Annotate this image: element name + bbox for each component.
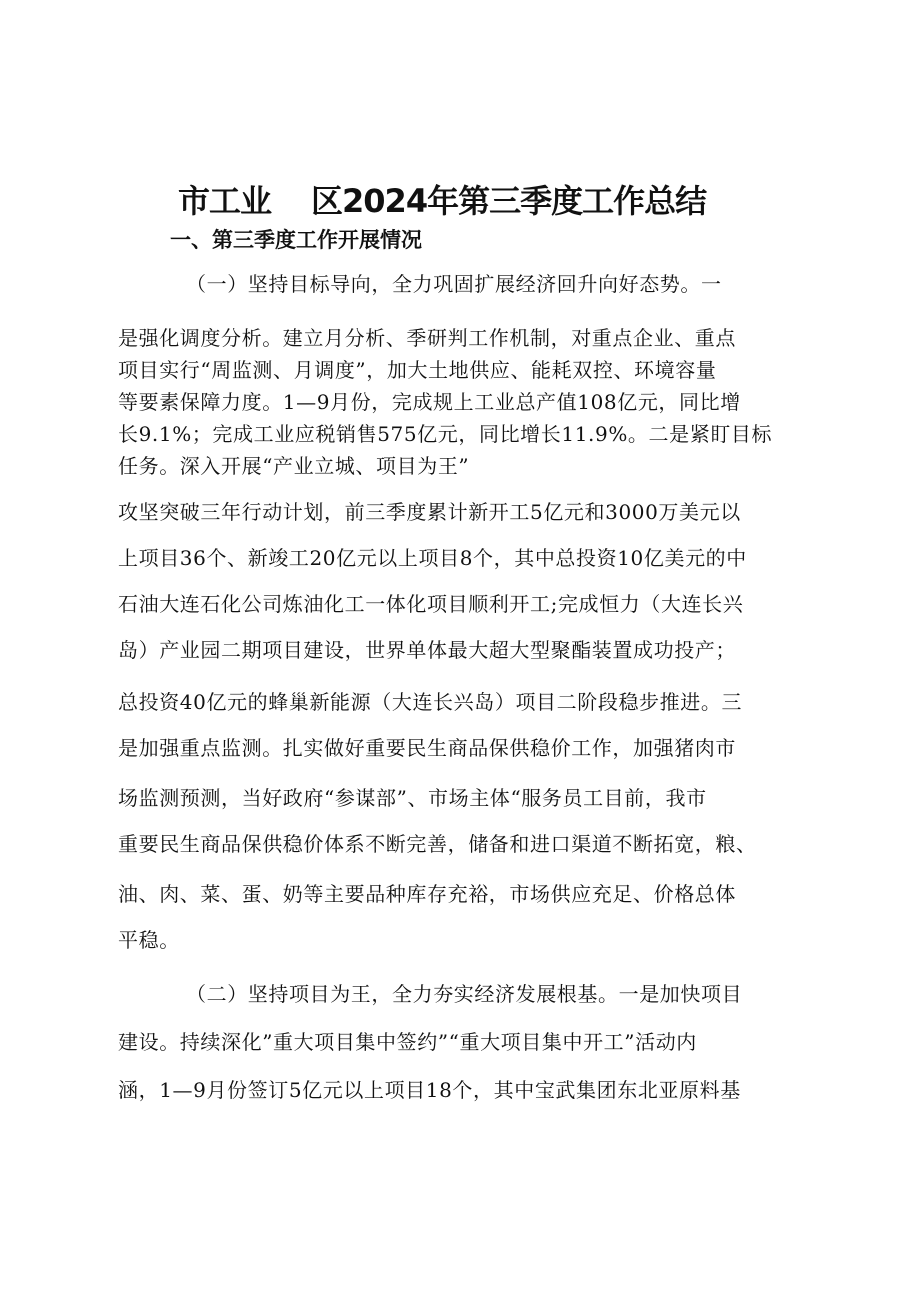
paragraph-line: 石油大连石化公司炼油化工一体化项目顺利开工;完成恒力（大连长兴 [118, 592, 744, 616]
paragraph-line: 任务。深入开展“产业立城、项目为王” [118, 454, 470, 478]
paragraph-line: 项目实行“周监测、月调度”，加大土地供应、能耗双控、环境容量 [118, 358, 717, 382]
paragraph-line: 上项目36个、新竣工20亿元以上项目8个，其中总投资10亿美元的中 [118, 546, 747, 570]
paragraph-line: 油、肉、菜、蛋、奶等主要品种库存充裕，市场供应充足、价格总体 [118, 882, 736, 906]
paragraph-line: 等要素保障力度。1—9月份，完成规上工业总产值108亿元，同比增 [118, 390, 741, 414]
paragraph-line: 涵，1—9月份签订5亿元以上项目18个，其中宝武集团东北亚原料基 [118, 1078, 741, 1102]
title-part-1: 市工业 [178, 182, 272, 220]
paragraph-line: 场监测预测，当好政府“参谋部”、市场主体“服务员工目前，我市 [118, 786, 707, 810]
section-1-heading: 一、第三季度工作开展情况 [170, 228, 422, 252]
paragraph-line: （一）坚持目标导向，全力巩固扩展经济回升向好态势。一 [186, 272, 722, 296]
document-title [178, 176, 706, 222]
paragraph-line: （二）坚持项目为王，全力夯实经济发展根基。一是加快项目 [186, 982, 743, 1006]
paragraph-line: 总投资40亿元的蜂巢新能源（大连长兴岛）项目二阶段稳步推进。三 [118, 690, 743, 714]
paragraph-line: 建设。持续深化”重大项目集中签约”“重大项目集中开工”活动内 [118, 1030, 697, 1054]
paragraph-line: 岛）产业园二期项目建设，世界单体最大超大型聚酯装置成功投产； [118, 638, 736, 662]
paragraph-line: 攻坚突破三年行动计划，前三季度累计新开工5亿元和3000万美元以 [118, 500, 741, 524]
paragraph-line: 平稳。 [118, 928, 180, 952]
title-part-2: 区2024年第三季度工作总结 [311, 182, 707, 220]
paragraph-line: 重要民生商品保供稳价体系不断完善，储备和进口渠道不断拓宽，粮、 [118, 832, 757, 856]
paragraph-line: 长9.1%；完成工业应税销售575亿元，同比增长11.9%。二是紧盯目标 [118, 422, 773, 446]
paragraph-line: 是加强重点监测。扎实做好重要民生商品保供稳价工作，加强猪肉市 [118, 736, 736, 760]
paragraph-line: 是强化调度分析。建立月分析、季研判工作机制，对重点企业、重点 [118, 326, 736, 350]
